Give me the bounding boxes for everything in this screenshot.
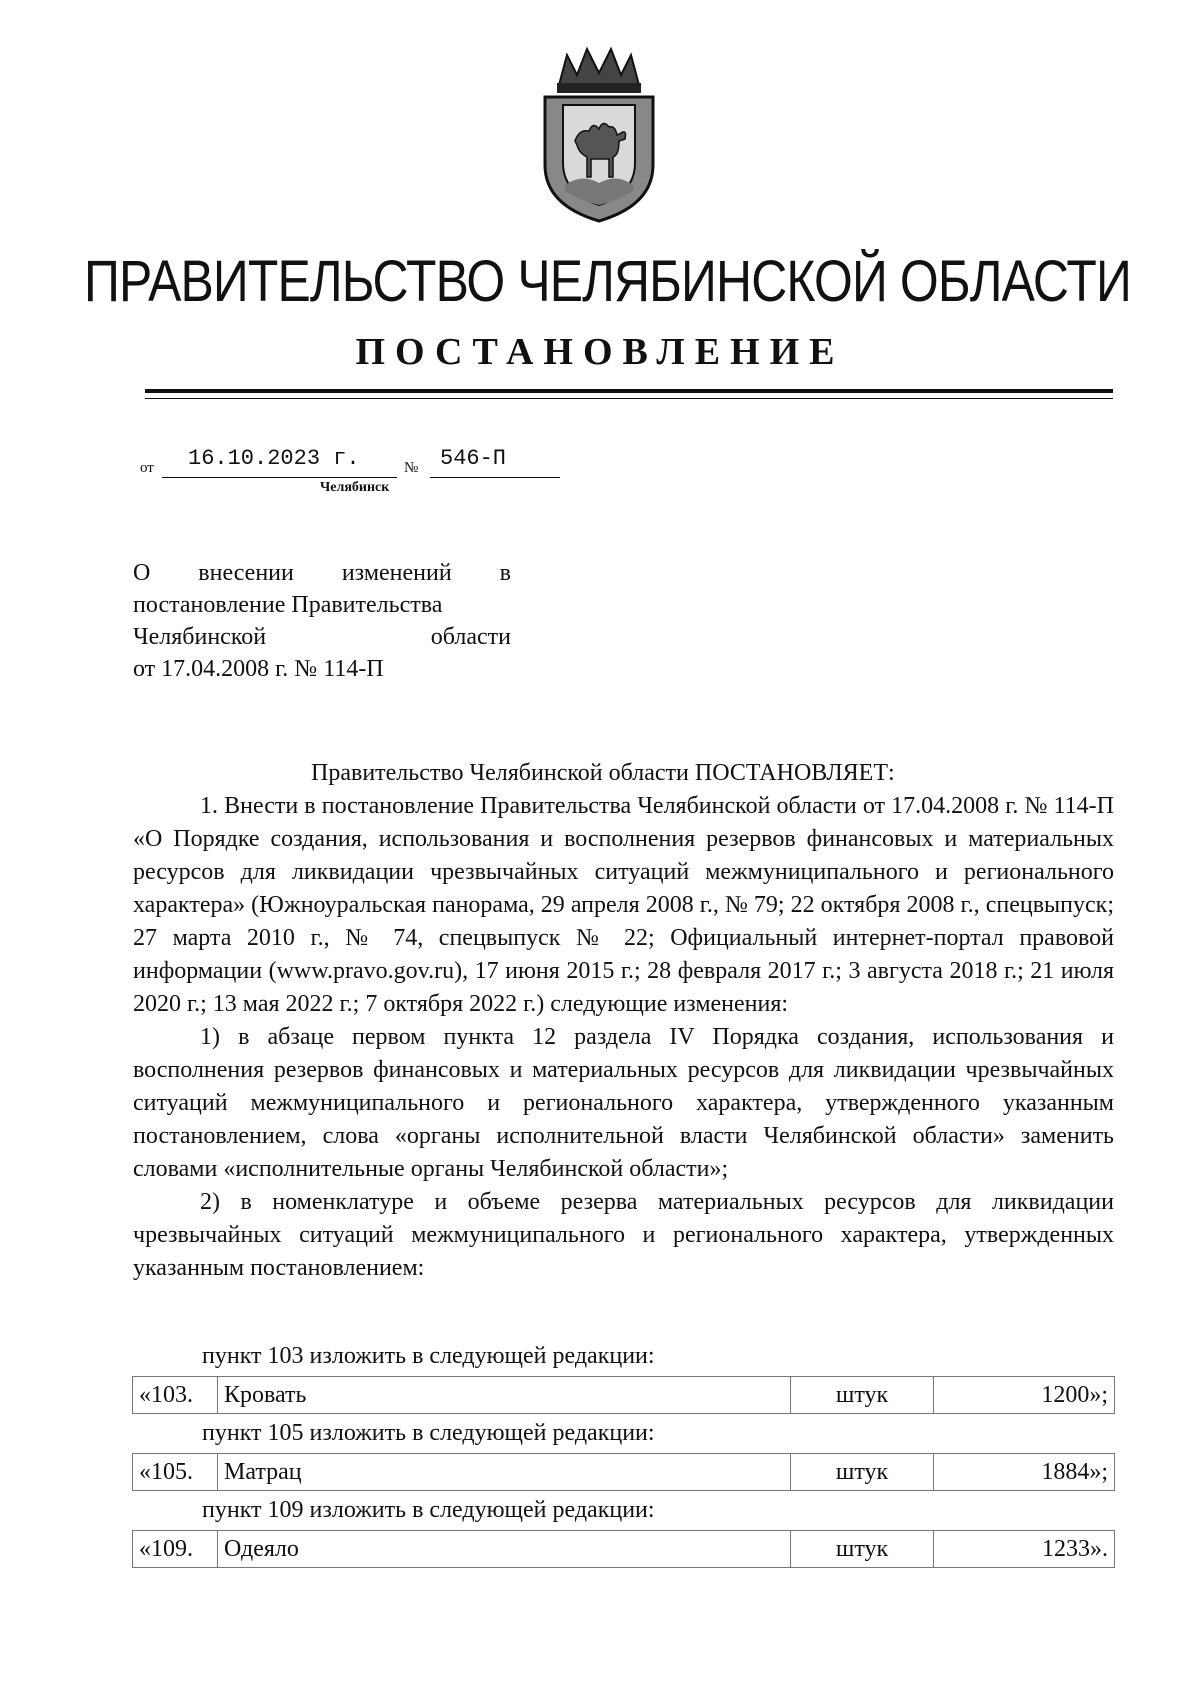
header-divider-thin [145, 398, 1113, 399]
header-divider-thick [145, 389, 1113, 393]
document-requisites [140, 446, 600, 480]
document-number: 546-П [440, 446, 507, 471]
resolves-heading: Правительство Челябинской области ПОСТАНОВЛЯЕТ: [311, 760, 895, 786]
item-number: «109. [133, 1531, 218, 1568]
paragraph-item-1: 1. Внести в постановление Правительства Челябинской области от 17.04.2008 г. № 114-П «О Порядке создания, использования и восполнения резервов финансовых и материальных ресурсов для ликвидации чрезвычайных ситуаций межмуниципального и регионального характера» (Южноуральская панорама, 29 апреля 2008 г., № 79; 22 октября 2008 г., спецвыпуск; 27 марта 2010 г., № 74, спецвыпуск № 22; Официальный интернет-портал правовой информации (www.pravo.gov.ru), 17 июня 2015 г.; 28 февраля 2017 г.; 3 августа 2018 г.; 21 июля 2020 г.; 13 мая 2022 г.; 7 октября 2022 г.) следующие изменения: [133, 793, 1114, 1017]
amendment-table [132, 1530, 1115, 1568]
subject-line-1: О внесении изменений в [133, 560, 511, 586]
item-unit: штук [791, 1454, 934, 1491]
amendment-intro: пункт 105 изложить в следующей редакции: [202, 1420, 655, 1446]
number-label: № [404, 460, 419, 476]
item-unit: штук [791, 1377, 934, 1414]
organization-title: ПРАВИТЕЛЬСТВО ЧЕЛЯБИНСКОЙ ОБЛАСТИ [84, 249, 1132, 314]
item-number: «105. [133, 1454, 218, 1491]
coat-of-arms-emblem [537, 45, 661, 223]
document-body [133, 757, 1114, 1285]
amendment-intro: пункт 103 изложить в следующей редакции: [202, 1343, 655, 1369]
document-subject [133, 557, 511, 685]
table-row [133, 1454, 1115, 1491]
document-date: 16.10.2023 г. [188, 446, 360, 471]
paragraph-subitem-1: 1) в абзаце первом пункта 12 раздела IV Порядка создания, использования и восполнения резервов финансовых и материальных ресурсов для ликвидации чрезвычайных ситуаций межмуниципального и регионального характера, утвержденного указанным постановлением, слова «органы исполнительной власти Челябинской области» заменить словами «исполнительные органы Челябинской области»; [133, 1024, 1114, 1182]
item-quantity: 1233». [934, 1531, 1115, 1568]
item-name: Матрац [218, 1454, 791, 1491]
amendment-table [132, 1453, 1115, 1491]
item-number: «103. [133, 1377, 218, 1414]
item-quantity: 1884»; [934, 1454, 1115, 1491]
city-name: Челябинск [320, 480, 390, 495]
item-name: Кровать [218, 1377, 791, 1414]
item-quantity: 1200»; [934, 1377, 1115, 1414]
subject-line-2: постановление Правительства [133, 592, 443, 618]
paragraph-subitem-2: 2) в номенклатуре и объеме резерва материальных ресурсов для ликвидации чрезвычайных ситуаций межмуниципального и регионального характера, утвержденных указанным постановлением: [133, 1189, 1114, 1281]
subject-line-3: Челябинской области [133, 624, 511, 650]
amendment-table [132, 1376, 1115, 1414]
item-unit: штук [791, 1531, 934, 1568]
subject-line-4: от 17.04.2008 г. № 114-П [133, 656, 384, 682]
table-row [133, 1377, 1115, 1414]
date-underline [162, 477, 397, 478]
document-type: ПОСТАНОВЛЕНИЕ [355, 331, 845, 373]
item-name: Одеяло [218, 1531, 791, 1568]
amendment-intro: пункт 109 изложить в следующей редакции: [202, 1497, 655, 1523]
from-label: от [140, 460, 154, 476]
table-row [133, 1531, 1115, 1568]
number-underline [430, 477, 560, 478]
